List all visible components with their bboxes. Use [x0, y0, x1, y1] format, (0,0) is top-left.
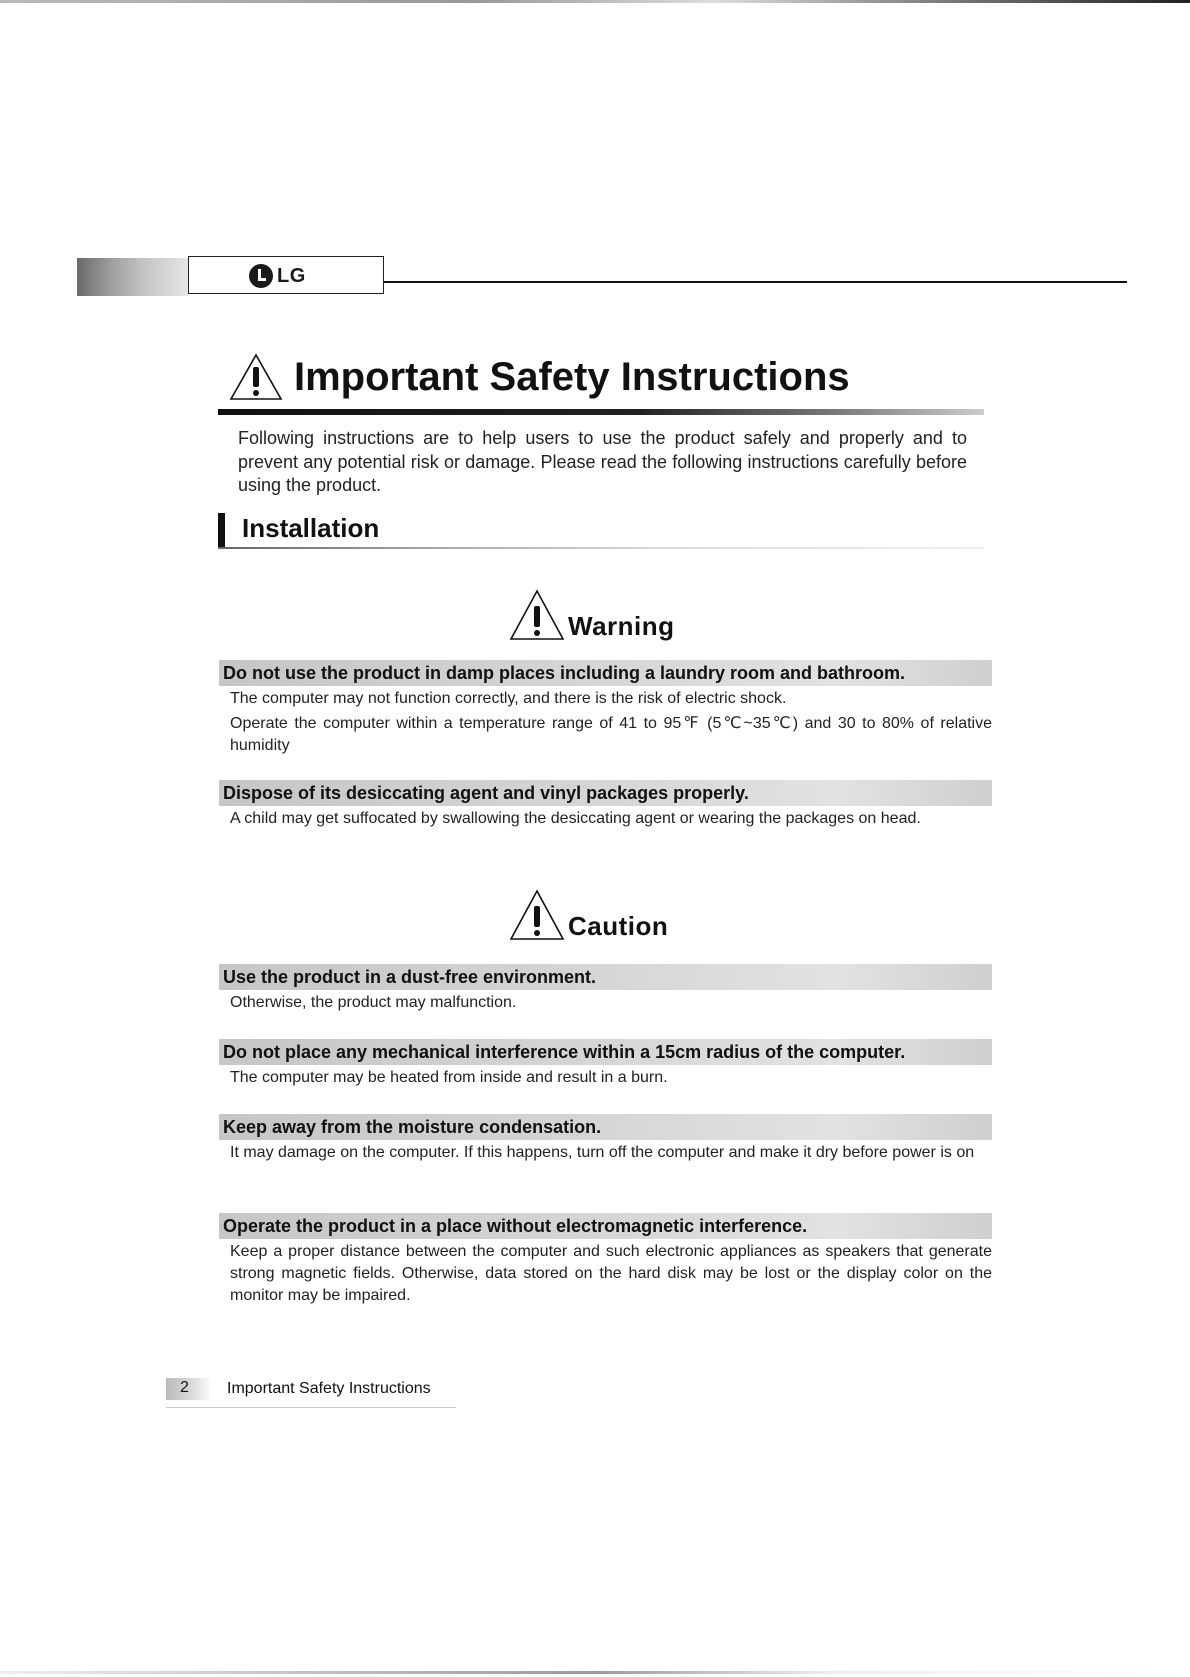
- caution-item-body: [219, 1067, 992, 1089]
- caution-item-line: Otherwise, the product may malfunction.: [230, 994, 517, 1011]
- warning-item: [219, 780, 992, 830]
- warning-item-body: [219, 808, 992, 830]
- caution-item-line: The computer may be heated from inside and result in a burn.: [230, 1069, 668, 1086]
- caution-item-heading: Use the product in a dust-free environment.: [219, 964, 992, 990]
- warning-label-text: Warning: [568, 611, 675, 641]
- lg-logo: [249, 263, 306, 289]
- page-title: Important Safety Instructions: [294, 354, 850, 399]
- title-row: [228, 349, 850, 405]
- title-underline: [218, 409, 984, 415]
- lg-brand-text: LG: [277, 264, 306, 287]
- header-gradient-block: [77, 258, 189, 296]
- warning-item-line: Operate the computer within a temperature range of 41 to 95℉ (5℃~35℃) and 30 to 80% of relative humidity: [230, 715, 992, 754]
- caution-item-body: [219, 1241, 992, 1307]
- caution-item: [219, 1213, 992, 1307]
- caution-item: [219, 1039, 992, 1089]
- warning-triangle-icon: [228, 352, 284, 402]
- caution-item-heading: Keep away from the moisture condensation.: [219, 1114, 992, 1140]
- warning-item: [219, 660, 992, 757]
- section-title: Installation: [242, 513, 380, 543]
- section-underline: [218, 547, 984, 549]
- warning-label: [508, 588, 675, 642]
- bottom-edge-line: [0, 1671, 1190, 1674]
- caution-item-heading: Operate the product in a place without electromagnetic interference.: [219, 1213, 992, 1239]
- caution-label-text: Caution: [568, 911, 669, 941]
- page-number: 2: [180, 1379, 189, 1396]
- footer-rule: [166, 1407, 456, 1408]
- warning-triangle-icon: [508, 888, 566, 942]
- intro-paragraph: Following instructions are to help users to use the product safely and properly and to prevent any potential risk or damage. Please read the following instructions carefully before using the product.: [238, 428, 967, 495]
- lg-circle-icon: [249, 264, 273, 288]
- header-rule: [384, 281, 1127, 283]
- caution-item-line: It may damage on the computer. If this happens, turn off the computer and make it dry before power is on: [230, 1144, 975, 1161]
- caution-label: [508, 888, 668, 942]
- caution-item: [219, 1114, 992, 1164]
- warning-triangle-icon: [508, 588, 566, 642]
- footer-title: Important Safety Instructions: [227, 1380, 431, 1397]
- caution-item: [219, 964, 992, 1014]
- footer-page-tab: [166, 1378, 212, 1400]
- caution-item-heading: Do not place any mechanical interference within a 15cm radius of the computer.: [219, 1039, 992, 1065]
- top-edge-line: [0, 0, 1190, 3]
- warning-item-body: [219, 688, 992, 757]
- caution-item-body: [219, 1142, 992, 1164]
- warning-item-heading: Do not use the product in damp places including a laundry room and bathroom.: [219, 660, 992, 686]
- lg-logo-box: [188, 256, 384, 294]
- caution-item-line: Keep a proper distance between the computer and such electronic appliances as speakers that generate strong magnetic fields. Otherwise, data stored on the hard disk may be lost or the display color on the monitor may be impaired.: [230, 1243, 992, 1304]
- section-marker: [218, 513, 225, 549]
- warning-item-heading: Dispose of its desiccating agent and vinyl packages properly.: [219, 780, 992, 806]
- caution-item-body: [219, 992, 992, 1014]
- warning-item-line: The computer may not function correctly, and there is the risk of electric shock.: [230, 690, 787, 707]
- warning-item-line: A child may get suffocated by swallowing the desiccating agent or wearing the packages on head.: [230, 810, 921, 827]
